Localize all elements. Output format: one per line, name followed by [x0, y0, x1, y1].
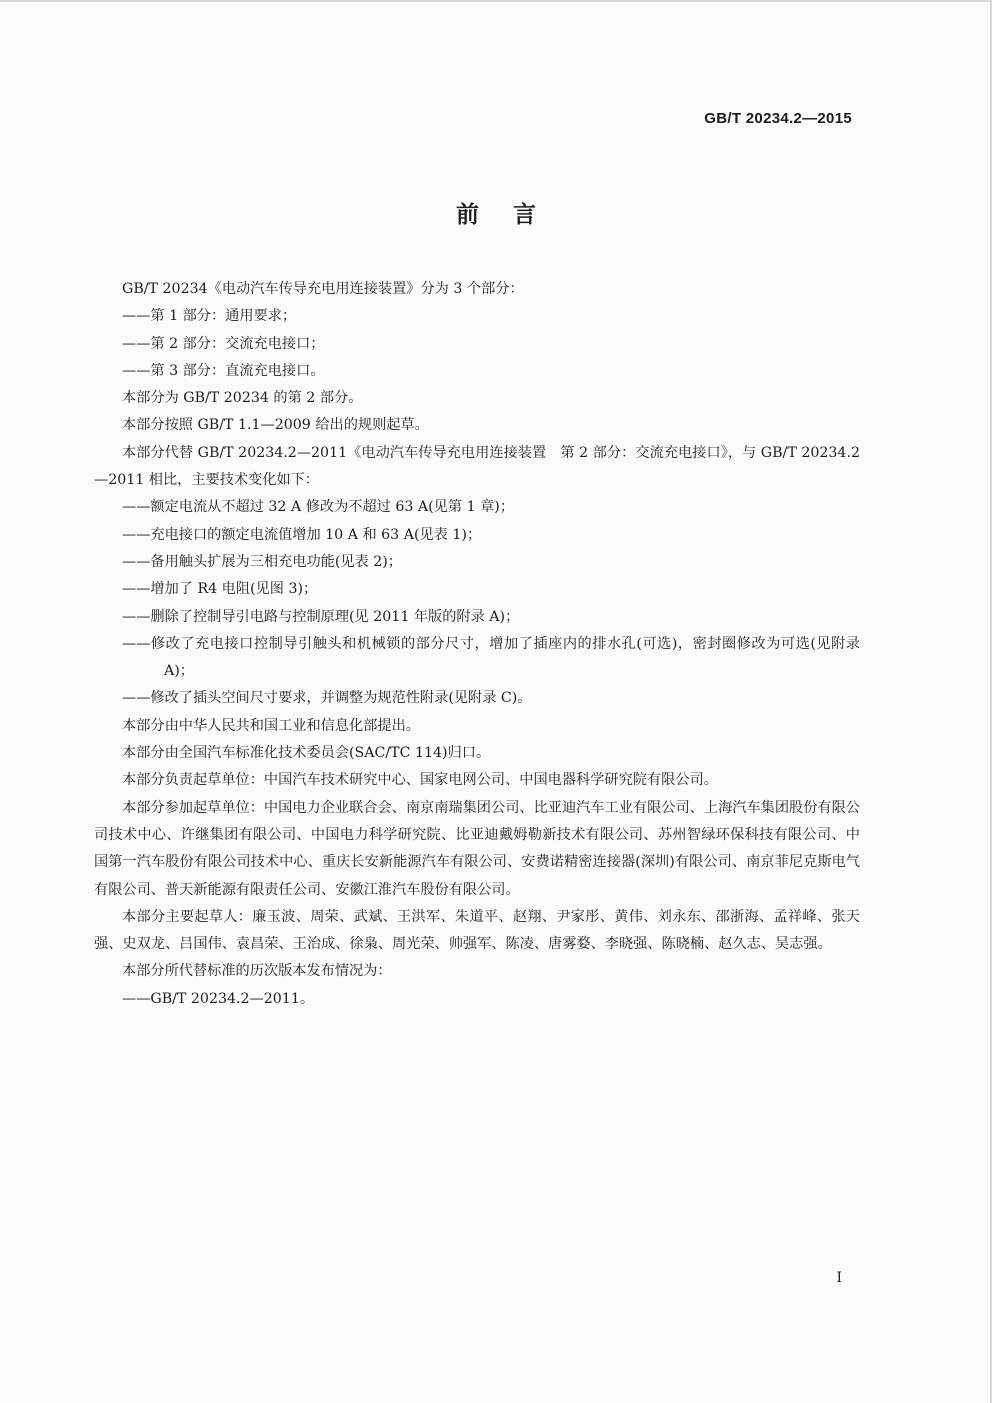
list-item: ——第 2 部分：交流充电接口； [122, 335, 325, 352]
list-item: ——修改了插头空间尺寸要求，并调整为规范性附录(见附录 C)。 [122, 690, 532, 707]
paragraph-drafters: 本部分主要起草人：廉玉波、周荣、武斌、王洪军、朱道平、赵翔、尹家彤、黄伟、刘永东、邵浙海、孟祥峰、张天强、史双龙、吕国伟、袁昌荣、王治成、徐枭、周光荣、帅强军、陈凌、唐雾婺、李晓强、陈晓楠、赵久志、吴志强。 [94, 908, 860, 953]
list-item: ——备用触头扩展为三相充电功能(见表 2)； [122, 553, 402, 570]
scan-edge-top [0, 0, 992, 2]
paragraph: 本部分所代替标准的历次版本发布情况为： [122, 963, 392, 980]
paragraph: 本部分由中华人民共和国工业和信息化部提出。 [122, 717, 420, 734]
paragraph: 本部分由全国汽车标准化技术委员会(SAC/TC 114)归口。 [122, 745, 491, 762]
list-item: ——第 3 部分：直流充电接口。 [122, 362, 325, 379]
list-item: ——修改了充电接口控制导引触头和机械锁的部分尺寸，增加了插座内的排水孔(可选)，密封圈修改为可选(见附录 A)； [122, 635, 860, 680]
paragraph-intro: GB/T 20234《电动汽车传导充电用连接装置》分为 3 个部分： [122, 281, 524, 297]
list-item: ——额定电流从不超过 32 A 修改为不超过 63 A(见第 1 章)； [122, 499, 515, 516]
preface-body [94, 276, 860, 1013]
list-item: ——增加了 R4 电阻(见图 3)； [122, 581, 318, 598]
paragraph-replacement: 本部分代替 GB/T 20234.2—2011《电动汽车传导充电用连接装置 第 2 部分：交流充电接口》，与 GB/T 20234.2—2011 相比，主要技术变化如下： [94, 444, 860, 489]
list-item: ——GB/T 20234.2—2011。 [122, 990, 315, 1007]
page-number: I [836, 1270, 842, 1286]
paragraph-participants: 本部分参加起草单位：中国电力企业联合会、南京南瑞集团公司、比亚迪汽车工业有限公司、上海汽车集团股份有限公司技术中心、许继集团有限公司、中国电力科学研究院、比亚迪戴姆勒新技术有限公司、苏州智绿环保科技有限公司、中国第一汽车股份有限公司技术中心、重庆长安新能源汽车有限公司、安费诺精密连接器(深圳)有限公司、南京菲尼克斯电气有限公司、普天新能源有限责任公司、安徽江淮汽车股份有限公司。 [94, 799, 860, 898]
list-item: ——充电接口的额定电流值增加 10 A 和 63 A(见表 1)； [122, 526, 482, 543]
standard-code: GB/T 20234.2—2015 [704, 110, 852, 127]
list-item: ——删除了控制导引电路与控制原理(见 2011 年版的附录 A)； [122, 608, 520, 625]
paragraph: 本部分按照 GB/T 1.1—2009 给出的规则起草。 [122, 417, 429, 434]
page-title: 前言 [456, 202, 570, 228]
paragraph: 本部分负责起草单位：中国汽车技术研究中心、国家电网公司、中国电器科学研究院有限公司。 [122, 772, 718, 789]
list-item: ——第 1 部分：通用要求； [122, 308, 297, 325]
paragraph: 本部分为 GB/T 20234 的第 2 部分。 [122, 390, 363, 407]
